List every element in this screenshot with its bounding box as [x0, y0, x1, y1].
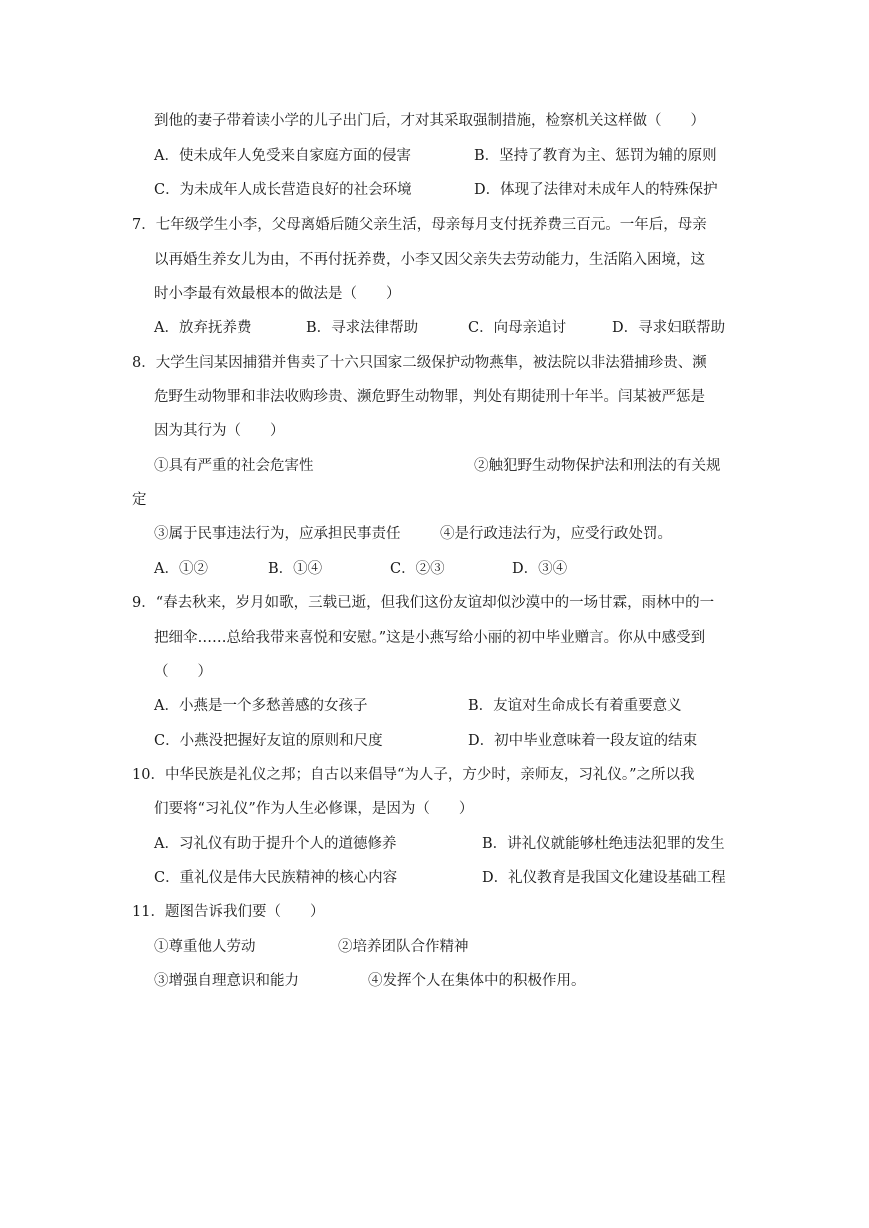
q10-stem-line-1: 10．中华民族是礼仪之邦；自古以来倡导“为人子，方少时，亲师友，习礼仪。”之所以我 — [132, 767, 695, 783]
q6-option-d: D．体现了法律对未成年人的特殊保护 — [474, 182, 718, 198]
q6-option-b: B．坚持了教育为主、惩罚为辅的原则 — [474, 148, 717, 164]
q8-option-c: C．②③ — [390, 561, 445, 577]
q8-option-d: D．③④ — [512, 561, 568, 577]
q7-stem-line-2: 以再婚生养女儿为由，不再付抚养费，小李又因父亲失去劳动能力，生活陷入困境，这 — [154, 252, 705, 268]
q11-item-3: ③增强自理意识和能力 — [154, 973, 299, 989]
q8-item-4: ④是行政违法行为，应受行政处罚。 — [440, 526, 672, 542]
q6-option-a: A．使未成年人免受来自家庭方面的侵害 — [154, 148, 411, 164]
q7-stem-line-3: 时小李最有效最根本的做法是（ ） — [154, 286, 401, 302]
q7-option-b: B．寻求法律帮助 — [306, 320, 419, 336]
q7-stem-line-1: 7．七年级学生小李，父母离婚后随父亲生活，母亲每月支付抚养费三百元。一年后，母亲 — [132, 217, 707, 233]
q6-option-c: C．为未成年人成长营造良好的社会环境 — [154, 182, 412, 198]
q7-option-c: C．向母亲追讨 — [468, 320, 567, 336]
q8-stem-line-1: 8．大学生闫某因捕猎并售卖了十六只国家二级保护动物燕隼，被法院以非法猎捕珍贵、濒 — [132, 355, 707, 371]
q6-stem-continuation: 到他的妻子带着读小学的儿子出门后，才对其采取强制措施，检察机关这样做（ ） — [154, 113, 705, 129]
q10-option-c: C．重礼仪是伟大民族精神的核心内容 — [154, 870, 398, 886]
q8-option-b: B．①④ — [268, 561, 323, 577]
q8-option-a: A．①② — [154, 561, 208, 577]
q8-item-2-wrap: 定 — [132, 492, 147, 508]
q7-option-a: A．放弃抚养费 — [154, 320, 252, 336]
q11-item-1: ①尊重他人劳动 — [154, 939, 256, 955]
q8-item-1: ①具有严重的社会危害性 — [154, 458, 314, 474]
q9-option-a: A．小燕是一个多愁善感的女孩子 — [154, 698, 368, 714]
q11-item-4: ④发挥个人在集体中的积极作用。 — [368, 973, 586, 989]
q8-item-3: ③属于民事违法行为，应承担民事责任 — [154, 526, 401, 542]
q8-stem-line-2: 危野生动物罪和非法收购珍贵、濒危野生动物罪，判处有期徒刑十年半。闫某被严惩是 — [154, 389, 705, 405]
q10-option-b: B．讲礼仪就能够杜绝违法犯罪的发生 — [482, 836, 725, 852]
q9-stem-line-1: 9．“春去秋来，岁月如歌，三载已逝，但我们这份友谊却似沙漠中的一场甘霖，雨林中的一 — [132, 595, 715, 611]
q9-stem-line-3: （ ） — [154, 664, 212, 680]
q11-item-2: ②培养团队合作精神 — [338, 939, 469, 955]
q9-option-b: B．友谊对生命成长有着重要意义 — [468, 698, 682, 714]
q9-option-d: D．初中毕业意味着一段友谊的结束 — [468, 733, 698, 749]
q9-stem-line-2: 把细伞……总给我带来喜悦和安慰。”这是小燕写给小丽的初中毕业赠言。你从中感受到 — [154, 630, 706, 646]
q8-stem-line-3: 因为其行为（ ） — [154, 423, 285, 439]
q10-option-d: D．礼仪教育是我国文化建设基础工程 — [482, 870, 726, 886]
q10-option-a: A．习礼仪有助于提升个人的道德修养 — [154, 836, 397, 852]
q7-option-d: D．寻求妇联帮助 — [612, 320, 726, 336]
q11-stem: 11．题图告诉我们要（ ） — [132, 904, 325, 920]
q9-option-c: C．小燕没把握好友谊的原则和尺度 — [154, 733, 383, 749]
q10-stem-line-2: 们要将“习礼仪”作为人生必修课，是因为（ ） — [154, 801, 474, 817]
q8-item-2: ②触犯野生动物保护法和刑法的有关规 — [474, 458, 721, 474]
